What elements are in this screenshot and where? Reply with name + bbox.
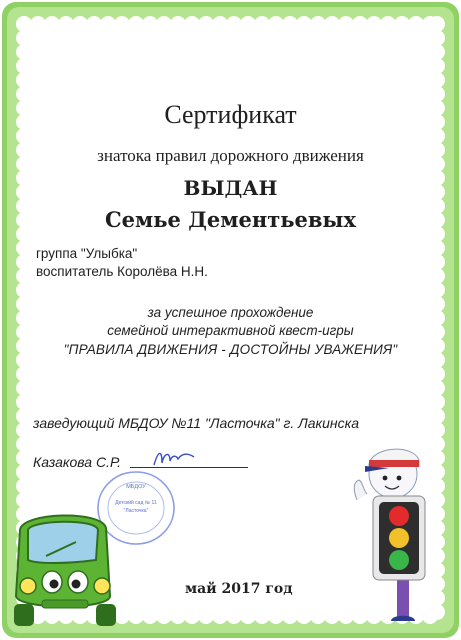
reason-line-1: за успешное прохождение <box>147 305 314 320</box>
car-illustration <box>6 500 128 630</box>
signer-name: Казакова С.Р. <box>33 454 121 470</box>
recipient-name: Семье Дементьевых <box>104 207 357 232</box>
group-name: группа "Улыбка" <box>36 246 138 261</box>
traffic-light-character <box>335 438 440 623</box>
teacher-name: воспитатель Королёва Н.Н. <box>36 264 208 279</box>
certificate-subtitle: знатока правил дорожного движения <box>97 146 364 165</box>
stamp-middle-text: Детский сад № 11 <box>115 500 157 506</box>
certificate-date: май 2017 год <box>185 581 293 597</box>
stamp-bottom-text: "Ласточка" <box>123 508 149 514</box>
issued-label: ВЫДАН <box>183 176 278 200</box>
reason-line-2: семейной интерактивной квест-игры <box>107 323 354 338</box>
head-title: заведующий МБДОУ №11 "Ласточка" г. Лакинска <box>33 415 360 431</box>
certificate-title: Сертификат <box>164 100 297 129</box>
reason-line-3: "ПРАВИЛА ДВИЖЕНИЯ - ДОСТОЙНЫ УВАЖЕНИЯ" <box>63 342 398 357</box>
stamp-top-text: МБДОУ <box>126 484 146 490</box>
